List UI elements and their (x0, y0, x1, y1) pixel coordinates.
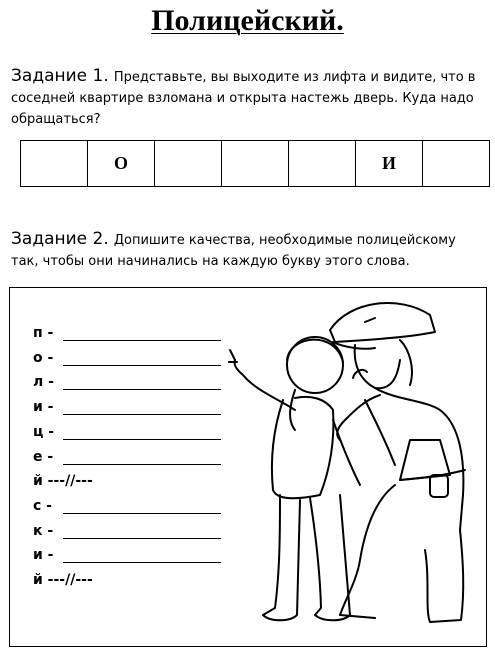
acrostic-row (33, 570, 233, 592)
acrostic-letter: с - (33, 497, 52, 514)
task-1-heading: Задание 1. (11, 66, 109, 86)
answer-line[interactable] (63, 513, 221, 514)
answer-line[interactable] (63, 414, 221, 415)
answer-line[interactable] (63, 538, 221, 539)
acrostic-letter: й ---//--- (33, 473, 93, 490)
answer-cell[interactable] (423, 141, 490, 187)
answer-line[interactable] (63, 389, 221, 390)
task-2-heading: Задание 2. (11, 229, 109, 249)
police-officer-with-girl-icon (225, 290, 475, 642)
acrostic-row (33, 422, 233, 444)
acrostic-letter: и - (33, 399, 54, 416)
answer-cell[interactable]: И (356, 141, 423, 187)
answer-cell[interactable]: О (88, 141, 155, 187)
acrostic-row (33, 397, 233, 419)
acrostic-row (33, 447, 233, 469)
task-1 (11, 66, 486, 129)
answer-line[interactable] (63, 562, 221, 563)
acrostic-row (33, 372, 233, 394)
task-2 (11, 229, 486, 271)
acrostic-row (33, 545, 233, 567)
answer-line[interactable] (63, 365, 221, 366)
acrostic-row (33, 496, 233, 518)
answer-line[interactable] (63, 464, 221, 465)
answer-line[interactable] (63, 439, 221, 440)
acrostic-letter: о - (33, 349, 54, 366)
acrostic-row (33, 323, 233, 345)
answer-grid-row (21, 141, 490, 187)
acrostic-letter: и - (33, 547, 54, 564)
acrostic-letter: й ---//--- (33, 572, 93, 588)
page-title: Полицейский. (151, 4, 344, 37)
answer-cell[interactable] (155, 141, 222, 187)
acrostic-row (33, 348, 233, 370)
answer-cell[interactable] (289, 141, 356, 187)
answer-grid (20, 140, 490, 187)
answer-cell[interactable] (21, 141, 88, 187)
acrostic-letter: е - (33, 448, 54, 465)
acrostic-letter: л - (33, 374, 54, 391)
task-2-text: Допишите качества, необходимые полицейскому так, чтобы они начинались на каждую букву этого слова. (11, 233, 456, 269)
acrostic-letter: ц - (33, 423, 55, 440)
acrostic-letter: п - (33, 325, 54, 341)
acrostic-row (33, 521, 233, 543)
task-1-text: Представьте, вы выходите из лифта и видите, что в соседней квартире взломана и открыта настежь дверь. Куда надо обращаться? (11, 70, 476, 127)
answer-line[interactable] (63, 340, 221, 341)
answer-cell[interactable] (222, 141, 289, 187)
acrostic-letter: к - (33, 522, 54, 539)
acrostic-row (33, 471, 233, 493)
